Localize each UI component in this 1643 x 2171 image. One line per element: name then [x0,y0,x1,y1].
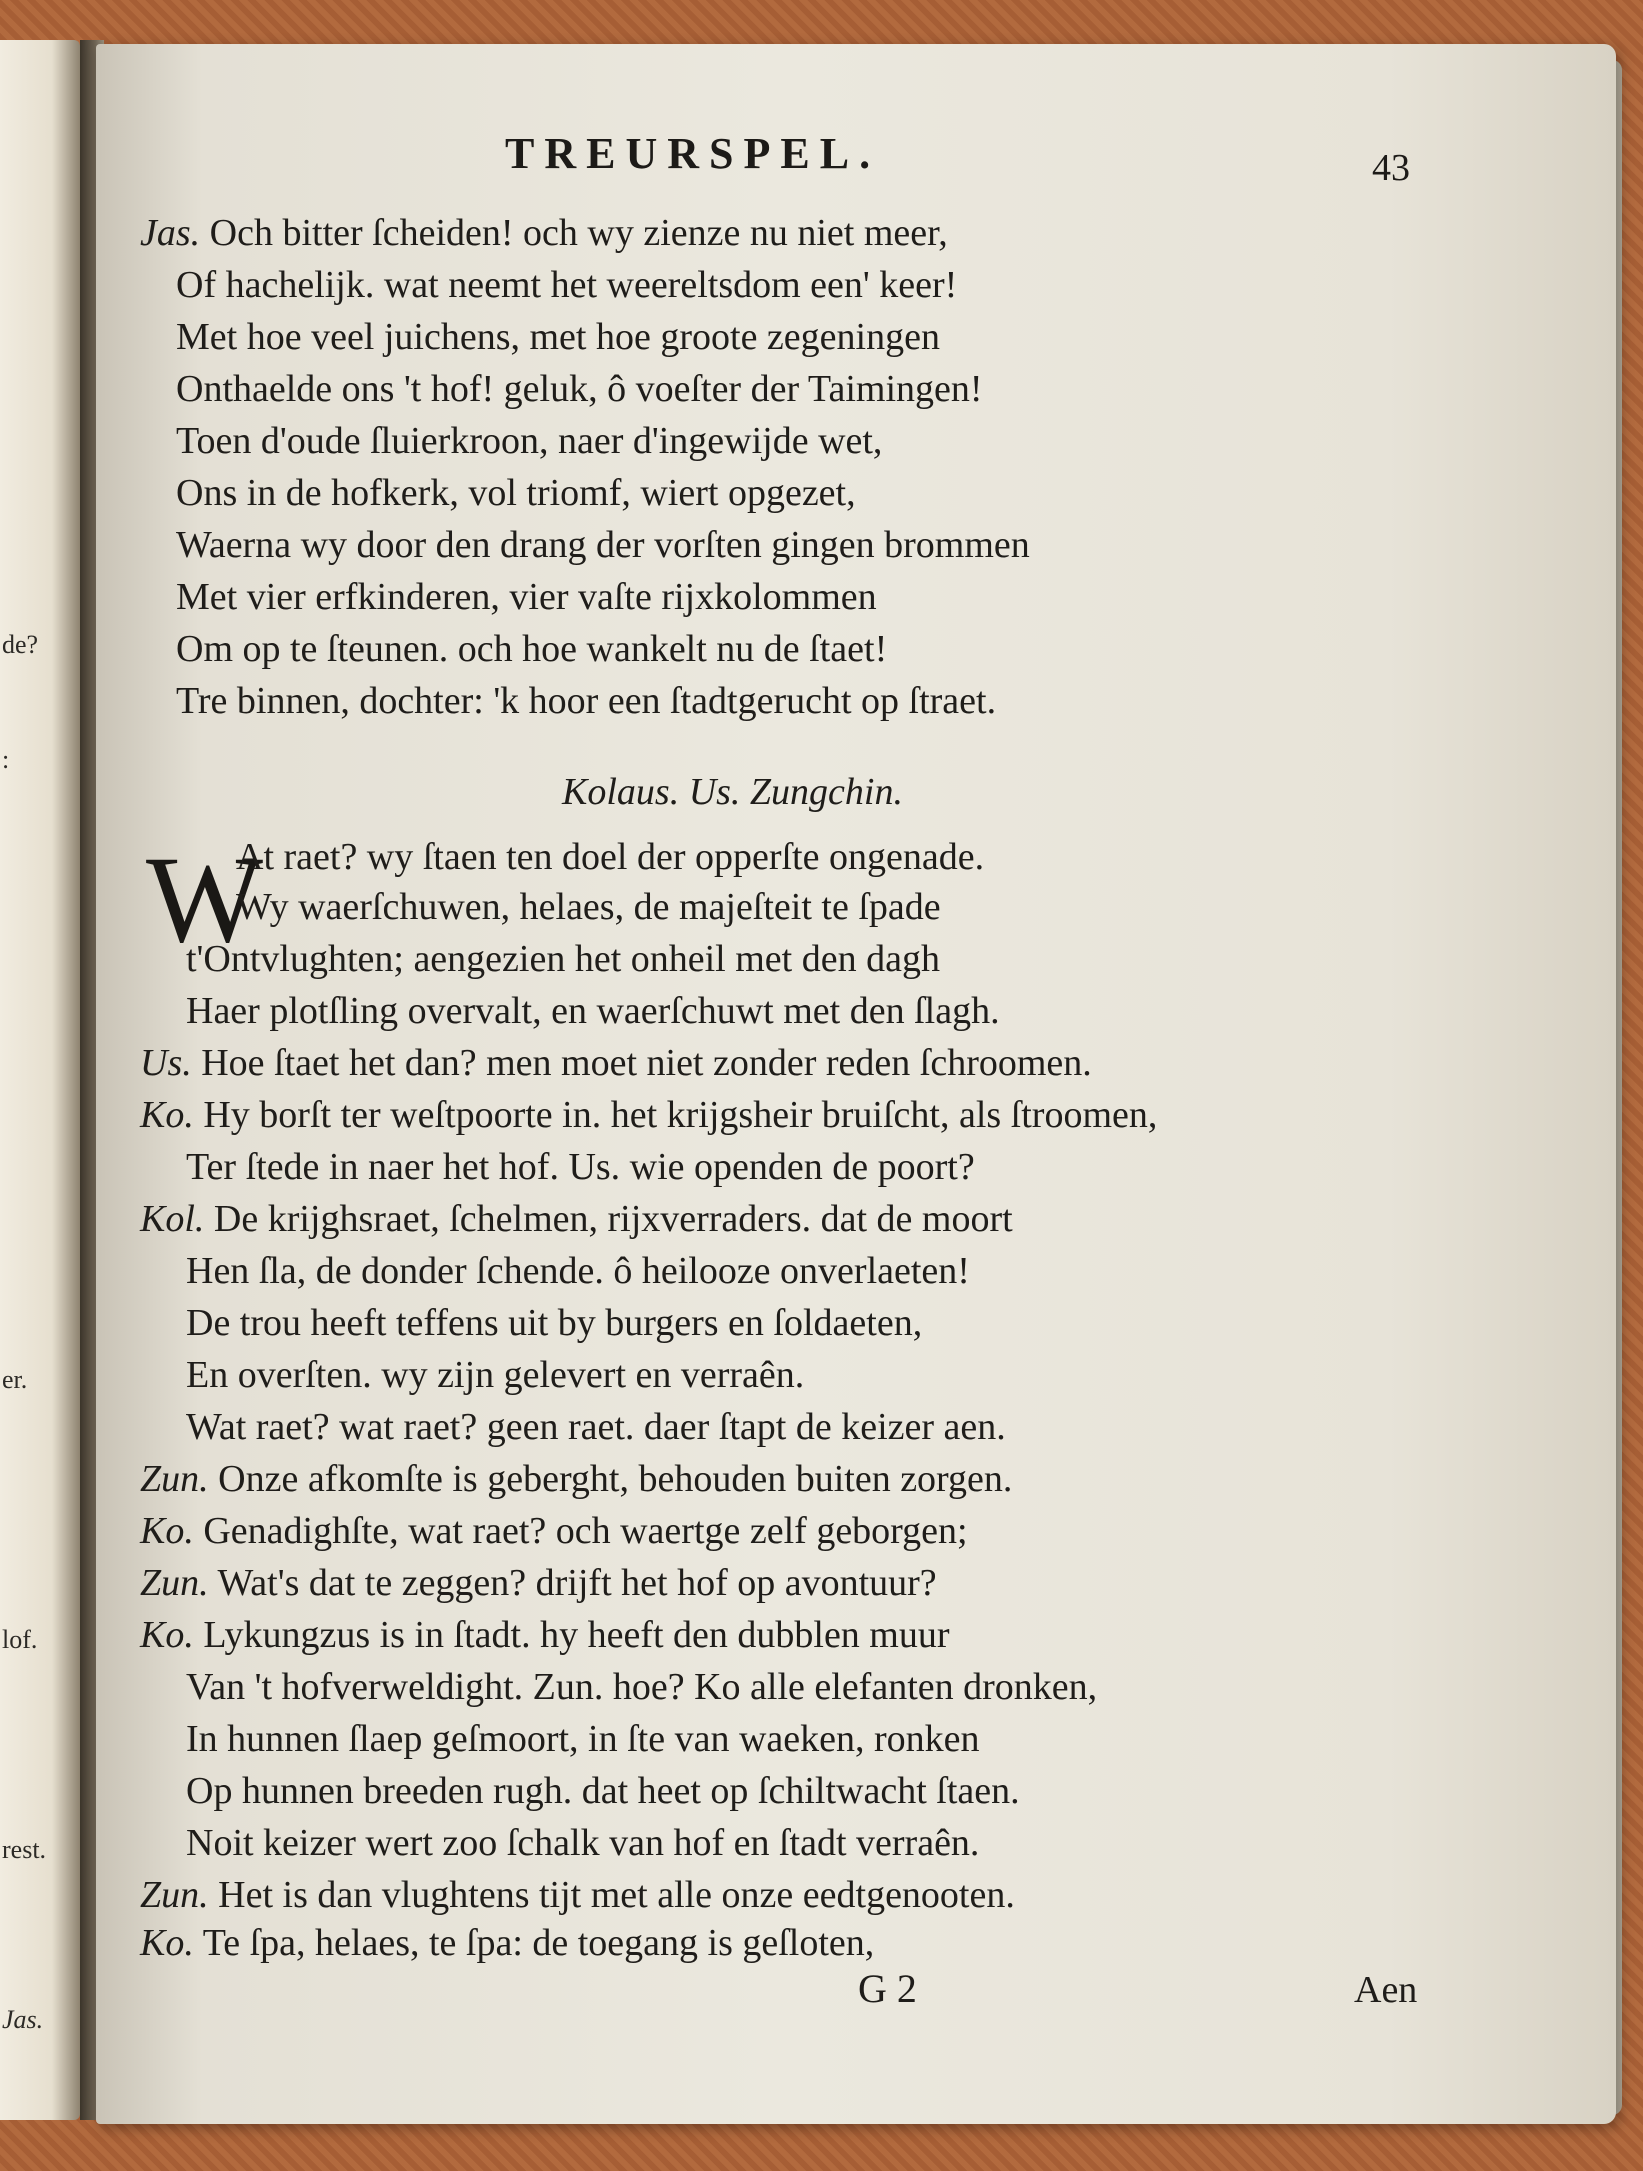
verse-line: Om op te ſteunen. och hoe wankelt nu de ſtaet! [176,628,888,670]
verse-line: Wat raet? wat raet? geen raet. daer ſtapt de keizer aen. [186,1406,1006,1448]
verse-line: Ko. Hy borſt ter weſtpoorte in. het krijgsheir bruiſcht, als ſtroomen, [140,1094,1158,1136]
verse-line: Onthaelde ons 't hof! geluk, ô voeſter der Taimingen! [176,368,983,410]
facing-page-fragment: : [2,745,10,774]
speaker-label: Kol. [140,1198,205,1240]
catchword: Aen [1354,1969,1418,2011]
verse-line: Noit keizer wert zoo ſchalk van hof en ſtadt verraên. [186,1822,980,1864]
verse-line: Ons in de hofkerk, vol triomf, wiert opgezet, [176,472,856,514]
verse-line: Of hachelijk. wat neemt het weereltsdom een' keer! [176,264,958,306]
verse-line: Waerna wy door den drang der vorſten gingen brommen [176,524,1030,566]
speaker-label: Zun. [140,1874,209,1916]
facing-page-edge [0,40,80,2120]
verse-line: t'Ontvlughten; aengezien het onheil met den dagh [186,938,940,980]
verse-line: Kol. De krijghsraet, ſchelmen, rijxverraders. dat de moort [140,1198,1013,1240]
facing-page-fragment: de? [2,630,39,659]
verse-line: Jas. Och bitter ſcheiden! och wy zienze nu niet meer, [140,212,948,254]
verse-line: Ko. Te ſpa, helaes, te ſpa: de toegang is geſloten, [140,1922,875,1964]
verse-line: At raet? wy ſtaen ten doel der opperſte ongenade. [236,836,985,878]
verse-line: Us. Hoe ſtaet het dan? men moet niet zonder reden ſchroomen. [140,1042,1092,1084]
verse-line: Ter ſtede in naer het hof. Us. wie openden de poort? [186,1146,975,1188]
speaker-label: Ko. [140,1922,194,1964]
verse-line: Tre binnen, dochter: 'k hoor een ſtadtgerucht op ſtraet. [176,680,997,722]
speaker-label: Us. [140,1042,192,1084]
speaker-label: Ko. [140,1094,194,1136]
verse-line: Ko. Lykungzus is in ſtadt. hy heeft den dubblen muur [140,1614,950,1656]
verse-line: Hen ſla, de donder ſchende. ô heilooze onverlaeten! [186,1250,970,1292]
speaker-label: Zun. [140,1562,209,1604]
verse-line: Haer plotſling overvalt, en waerſchuwt met den ſlagh. [186,990,1000,1032]
speaker-label: Jas. [140,212,201,254]
running-title: TREURSPEL. [505,129,881,178]
verse-line: Zun. Wat's dat te zeggen? drijft het hof op avontuur? [140,1562,937,1604]
verse-line: In hunnen ſlaep geſmoort, in ſte van waeken, ronken [186,1718,980,1760]
facing-page-fragment: er. [2,1365,28,1394]
facing-page-fragment: rest. [2,1835,47,1864]
verse-line: En overſten. wy zijn gelevert en verraên. [186,1354,805,1396]
verse-line: De trou heeft teffens uit by burgers en ſoldaeten, [186,1302,923,1344]
facing-page-fragment: Jas. [2,2005,44,2034]
verse-line: Toen d'oude ſluierkroon, naer d'ingewijde wet, [176,420,883,462]
verse-line: Wy waerſchuwen, helaes, de majeſteit te ſpade [236,886,941,928]
verse-line: Met hoe veel juichens, met hoe groote zegeningen [176,316,940,358]
speaker-label: Zun. [140,1458,209,1500]
scene-heading: Kolaus. Us. Zungchin. [562,771,903,813]
facing-page-fragment: lof. [2,1625,38,1654]
page-number: 43 [1372,147,1410,189]
drop-cap: W [146,831,264,968]
speaker-label: Ko. [140,1614,194,1656]
verse-line: Zun. Het is dan vlughtens tijt met alle onze eedtgenooten. [140,1874,1015,1916]
speaker-label: Ko. [140,1510,194,1552]
verse-line: Op hunnen breeden rugh. dat heet op ſchiltwacht ſtaen. [186,1770,1020,1812]
verse-line: Zun. Onze afkomſte is geberght, behouden buiten zorgen. [140,1458,1013,1500]
verse-line: Ko. Genadighſte, wat raet? och waertge zelf geborgen; [140,1510,968,1552]
signature-mark: G 2 [858,1966,917,2011]
verse-line: Van 't hofverweldight. Zun. hoe? Ko alle elefanten dronken, [186,1666,1098,1708]
verse-line: Met vier erfkinderen, vier vaſte rijxkolommen [176,576,877,618]
